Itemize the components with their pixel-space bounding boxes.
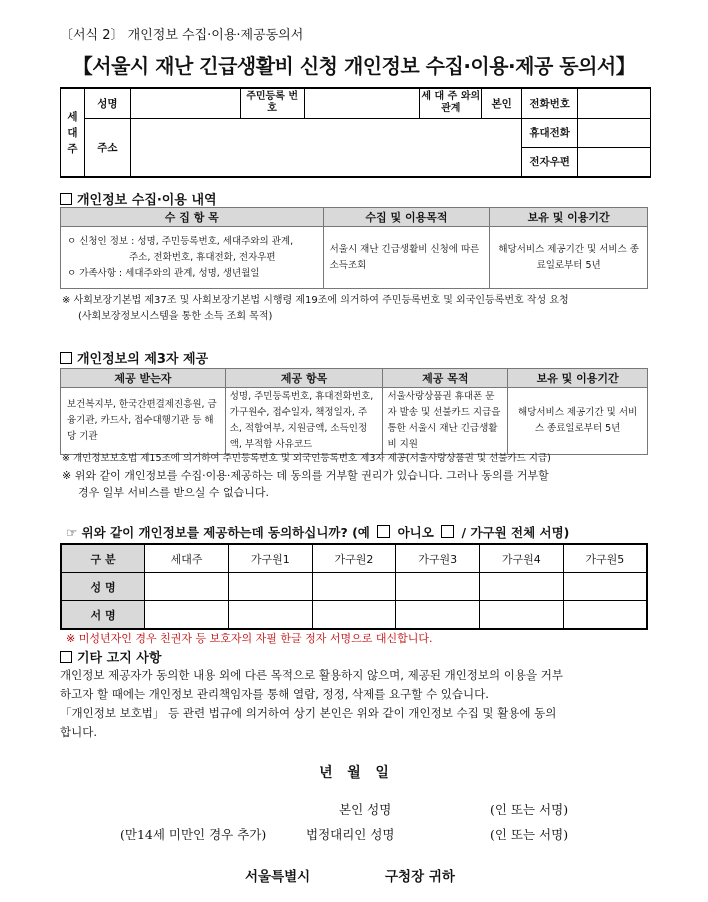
sig-name-cell[interactable] [396, 573, 480, 601]
self-sign-label[interactable]: (인 또는 서명) [490, 802, 569, 817]
consent-yes-checkbox[interactable] [377, 525, 390, 538]
collect-purpose: 서울시 재난 긴급생활비 신청에 따른 소득조회 [323, 227, 490, 289]
section-collect-heading: 개인정보 수집·이용 내역 [60, 189, 217, 208]
third-header-recipient: 제공 받는자 [61, 369, 226, 388]
mobile-label: 휴대전화 [522, 118, 578, 147]
name-label: 성명 [84, 88, 130, 118]
sig-col-member5: 가구원5 [563, 544, 647, 573]
third-note-1: ※ 개인정보보호법 제15조에 의거하여 주민등록번호 및 외국인등록번호 제3자 제공(서울사랑상품권 및 선불카드 지급) [62, 453, 551, 464]
address-field[interactable] [130, 118, 521, 177]
rrn-label: 주민등록 번 호 [240, 88, 304, 118]
sig-col-member2: 가구원2 [312, 544, 396, 573]
form-label: 〔서식 2〕 개인정보 수집·이용·제공동의서 [60, 28, 304, 43]
third-recipient: 보건복지부, 한국간편결제진흥원, 금융기관, 카드사, 접수대행기관 등 해당 기관 [61, 388, 226, 455]
relation-label: 세 대 주 와의관계 [420, 88, 482, 118]
legal-rep-label: 법정대리인 성명 [306, 827, 395, 842]
third-party-table [60, 368, 648, 455]
third-period: 해당서비스 제공기간 및 서비스 종료일로부터 5년 [508, 388, 648, 455]
other-paragraph-1: 개인정보 제공자가 동의한 내용 외에 다른 목적으로 활용하지 않으며, 제공된 개인정보의 이용을 거부 하고자 할 때에는 개인정보 관리책임자를 통해 열람, 정정, 삭제를 요구할 수 있습니다. [60, 668, 563, 701]
square-icon [60, 352, 72, 364]
sig-sign-cell[interactable] [145, 601, 229, 630]
email-field[interactable] [578, 147, 651, 177]
page-title: 【서울시 재난 긴급생활비 신청 개인정보 수집·이용·제공 동의서】 [72, 54, 636, 78]
third-note-2: ※ 위와 같이 개인정보를 수집·이용·제공하는 데 동의를 거부할 권리가 있습니다. 그러나 동의를 거부할 경우 일부 서비스를 받으실 수 없습니다. [62, 469, 549, 499]
addressee: 구청장 귀하 [385, 869, 455, 885]
collect-note: ※ 사회보장기본법 제37조 및 사회보장기본법 시행령 제19조에 의거하여 주민등록번호 및 외국인등록번호 작성 요청 (사회보장정보시스템을 통한 소득 조회 목적) [62, 295, 569, 322]
rrn-field[interactable] [304, 88, 420, 118]
sig-sign-cell[interactable] [312, 601, 396, 630]
square-icon [60, 651, 72, 663]
collect-header-purpose: 수집 및 이용목적 [323, 208, 490, 227]
minor-note: ※ 미성년자인 경우 친권자 등 보호자의 자필 한글 정자 서명으로 대신합니다. [66, 632, 433, 645]
self-name-label: 본인 성명 [339, 802, 392, 817]
relation-value: 본인 [482, 88, 522, 118]
third-header-items: 제공 항목 [225, 369, 383, 388]
consent-no-checkbox[interactable] [441, 525, 454, 538]
collect-header-period: 보유 및 이용기간 [490, 208, 648, 227]
household-head-label: 세대주 [61, 88, 85, 177]
minor-label: (만14세 미만인 경우 추가) [120, 827, 267, 842]
third-items: 성명, 주민등록번호, 휴대전화번호, 가구원수, 접수일자, 책정일자, 주소, 적합여부, 지원금액, 소득인정액, 부적합 사유코드 [225, 388, 383, 455]
sig-name-cell[interactable] [312, 573, 396, 601]
sig-col-member3: 가구원3 [396, 544, 480, 573]
other-paragraph-2: 「개인정보 보호법」 등 관련 법규에 의거하여 상기 본인은 위와 같이 개인정보 수집 및 활용에 동의 합니다. [60, 706, 557, 739]
signature-table [60, 543, 648, 630]
collect-header-items: 수 집 항 목 [61, 208, 324, 227]
sig-sign-cell[interactable] [480, 601, 564, 630]
name-field[interactable] [130, 88, 240, 118]
sig-col-header: 구 분 [61, 544, 145, 573]
sig-col-member1: 가구원1 [228, 544, 312, 573]
sig-name-cell[interactable] [145, 573, 229, 601]
consent-question: ☞ 위와 같이 개인정보를 제공하는데 동의하십니까? (예 아니오 / 가구원 전체 서명) [66, 525, 570, 540]
phone-label: 전화번호 [522, 88, 578, 118]
sig-sign-cell[interactable] [396, 601, 480, 630]
addressee-org: 서울특별시 [245, 869, 311, 885]
section-other-heading: 기타 고지 사항 [60, 647, 161, 666]
third-header-purpose: 제공 목적 [383, 369, 508, 388]
sig-col-head: 세대주 [145, 544, 229, 573]
collect-period: 해당서비스 제공기간 및 서비스 종료일로부터 5년 [490, 227, 648, 289]
third-header-period: 보유 및 이용기간 [508, 369, 648, 388]
sig-name-cell[interactable] [228, 573, 312, 601]
legal-sign-label[interactable]: (인 또는 서명) [490, 827, 569, 842]
sig-col-member4: 가구원4 [480, 544, 564, 573]
sig-name-cell[interactable] [480, 573, 564, 601]
mobile-field[interactable] [578, 118, 651, 147]
third-purpose: 서울사랑상품권 휴대폰 문자 발송 및 선불카드 지급을 통한 서울시 재난 긴급생활비 지원 [383, 388, 508, 455]
sig-row-sign-label: 서 명 [61, 601, 145, 630]
square-icon [60, 193, 72, 205]
household-table [60, 87, 651, 178]
phone-field[interactable] [578, 88, 651, 118]
section-third-heading: 개인정보의 제3자 제공 [60, 348, 208, 367]
collect-items: ㅇ 신청인 정보 : 성명, 주민등록번호, 세대주와의 관계, 주소, 전화번호, 휴대전화, 전자우편 ㅇ 가족사항 : 세대주와의 관계, 성명, 생년월일 [61, 227, 324, 289]
sig-row-name-label: 성 명 [61, 573, 145, 601]
date-line: 년 월 일 [319, 765, 389, 781]
collect-table [60, 207, 648, 289]
sig-sign-cell[interactable] [228, 601, 312, 630]
sig-sign-cell[interactable] [563, 601, 647, 630]
address-label: 주소 [84, 118, 130, 177]
sig-name-cell[interactable] [563, 573, 647, 601]
email-label: 전자우편 [522, 147, 578, 177]
